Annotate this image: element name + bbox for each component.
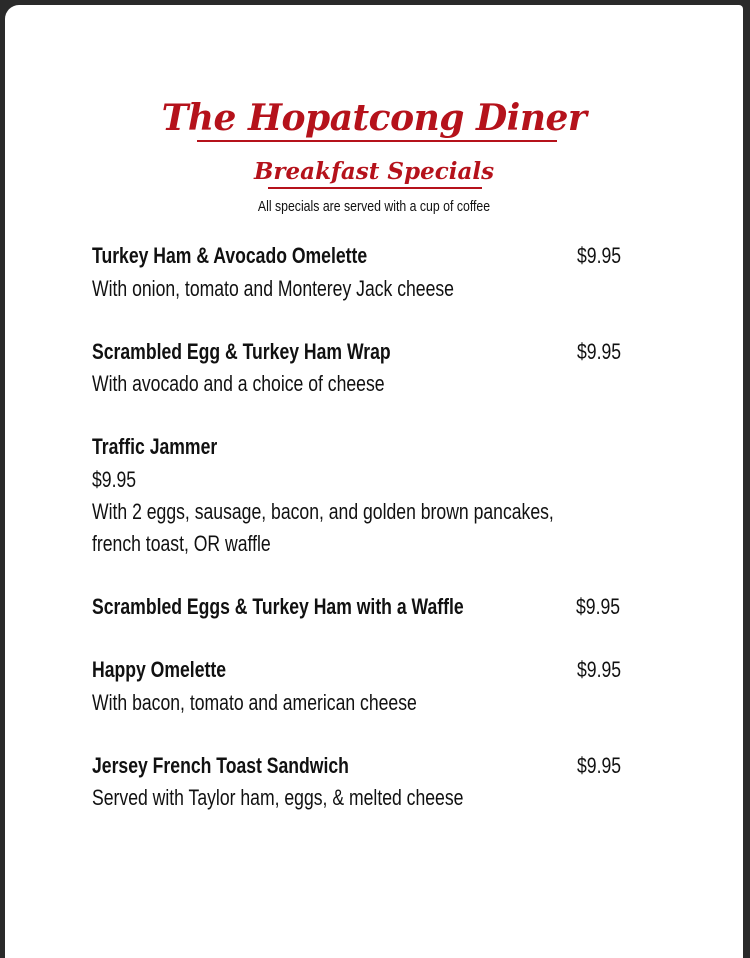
- item-description: With onion, tomato and Monterey Jack cheese: [92, 276, 454, 301]
- item-description: With 2 eggs, sausage, bacon, and golden brown pancakes,: [92, 499, 554, 524]
- item-name: Scrambled Egg & Turkey Ham Wrap: [92, 339, 391, 364]
- item-price: $9.95: [576, 594, 621, 619]
- item-description: With avocado and a choice of cheese: [92, 371, 385, 396]
- item-name: Jersey French Toast Sandwich: [92, 753, 349, 778]
- subtitle-underline: [268, 187, 482, 189]
- item-name: Scrambled Eggs & Turkey Ham with a Waffle: [92, 594, 464, 619]
- menu-title: The Hopatcong Diner: [161, 97, 587, 139]
- menu-page: [5, 5, 743, 958]
- item-price: $9.95: [577, 657, 622, 682]
- item-price: $9.95: [92, 467, 137, 492]
- item-name: Happy Omelette: [92, 657, 226, 682]
- item-name: Traffic Jammer: [92, 434, 218, 459]
- coffee-note: All specials are served with a cup of coffee: [257, 198, 491, 215]
- item-price: $9.95: [577, 753, 622, 778]
- item-price: $9.95: [577, 243, 622, 268]
- item-description: Served with Taylor ham, eggs, & melted cheese: [92, 785, 464, 810]
- item-price: $9.95: [577, 339, 622, 364]
- item-name: Turkey Ham & Avocado Omelette: [92, 243, 368, 268]
- item-description: french toast, OR waffle: [92, 531, 271, 556]
- title-underline: [197, 140, 557, 142]
- item-description: With bacon, tomato and american cheese: [92, 690, 417, 715]
- menu-subtitle: Breakfast Specials: [253, 158, 495, 185]
